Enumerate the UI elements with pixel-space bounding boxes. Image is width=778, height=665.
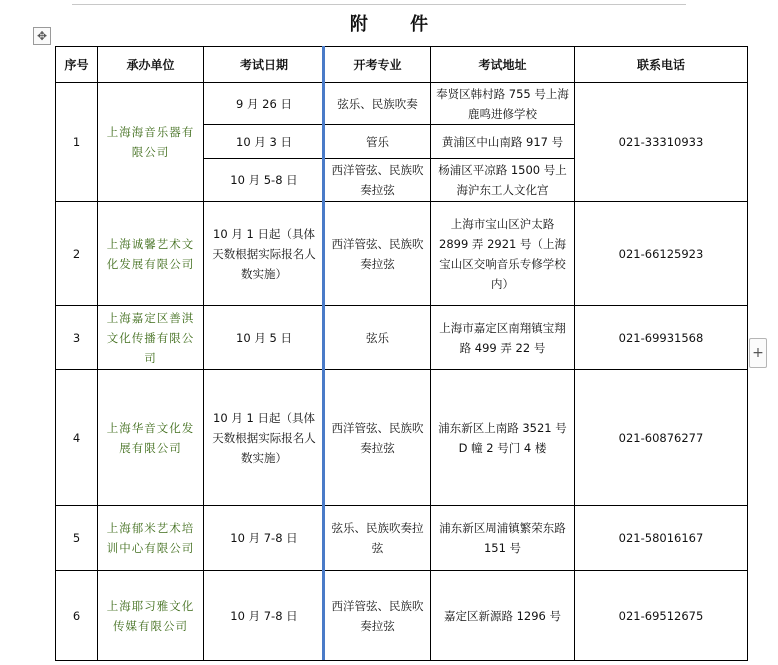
plus-icon: + [752,345,764,361]
cell-phone[interactable]: 021-60876277 [575,370,748,506]
cell-org[interactable]: 上海诚馨艺术文化发展有限公司 [98,202,204,306]
table-row [56,202,748,306]
cell-date[interactable]: 10 月 3 日 [204,125,325,159]
table-row [56,506,748,571]
cell-addr[interactable]: 奉贤区韩村路 755 号上海鹿鸣进修学校 [431,83,575,125]
cell-major[interactable]: 西洋管弦、民族吹奏拉弦 [325,571,431,661]
cell-seq[interactable]: 3 [56,306,98,370]
cell-date[interactable]: 10 月 7-8 日 [204,571,325,661]
page-title: 附 件 [349,14,447,35]
cell-phone[interactable]: 021-58016167 [575,506,748,571]
header-phone: 联系电话 [575,47,748,83]
cell-org[interactable]: 上海郁米艺术培训中心有限公司 [98,506,204,571]
cell-phone[interactable]: 021-66125923 [575,202,748,306]
cell-addr[interactable]: 浦东新区上南路 3521 号 D 幢 2 号门 4 楼 [431,370,575,506]
cell-addr[interactable]: 杨浦区平凉路 1500 号上海沪东工人文化宫 [431,159,575,202]
cell-major[interactable]: 西洋管弦、民族吹奏拉弦 [325,202,431,306]
header-seq: 序号 [56,47,98,83]
cell-phone[interactable]: 021-33310933 [575,83,748,202]
header-addr: 考试地址 [431,47,575,83]
cell-addr[interactable]: 上海市嘉定区南翔镇宝翔路 499 弄 22 号 [431,306,575,370]
add-column-handle[interactable] [749,338,767,368]
table-row [56,370,748,506]
cell-addr[interactable]: 上海市宝山区沪太路 2899 弄 2921 号（上海宝山区交响音乐专修学校内） [431,202,575,306]
cell-major[interactable]: 西洋管弦、民族吹奏拉弦 [325,370,431,506]
cell-org[interactable]: 上海嘉定区善淇文化传播有限公司 [98,306,204,370]
cell-major[interactable]: 弦乐 [325,306,431,370]
page-top-rule [72,4,686,5]
header-major: 开考专业 [325,47,431,83]
cell-major[interactable]: 弦乐、民族吹奏 [325,83,431,125]
cell-seq[interactable]: 6 [56,571,98,661]
cell-seq[interactable]: 5 [56,506,98,571]
cell-phone[interactable]: 021-69512675 [575,571,748,661]
cell-date[interactable]: 10 月 1 日起（具体天数根据实际报名人数实施） [204,370,325,506]
cell-addr[interactable]: 黄浦区中山南路 917 号 [431,125,575,159]
cell-addr[interactable]: 嘉定区新源路 1296 号 [431,571,575,661]
header-date: 考试日期 [204,47,325,83]
cell-major[interactable]: 弦乐、民族吹奏拉弦 [325,506,431,571]
cell-date[interactable]: 10 月 5 日 [204,306,325,370]
cell-date[interactable]: 10 月 7-8 日 [204,506,325,571]
cell-seq[interactable]: 4 [56,370,98,506]
cell-date[interactable]: 10 月 5-8 日 [204,159,325,202]
cell-org[interactable]: 上海华音文化发展有限公司 [98,370,204,506]
move-arrows-icon: ✥ [36,29,48,43]
cell-org[interactable]: 上海海音乐器有限公司 [98,83,204,202]
table-header-row [56,47,748,83]
column-selection-line[interactable] [322,46,325,660]
cell-addr[interactable]: 浦东新区周浦镇繁荣东路 151 号 [431,506,575,571]
cell-seq[interactable]: 1 [56,83,98,202]
cell-phone[interactable]: 021-69931568 [575,306,748,370]
cell-date[interactable]: 9 月 26 日 [204,83,325,125]
exam-table [55,46,748,661]
cell-major[interactable]: 管乐 [325,125,431,159]
table-row [56,306,748,370]
header-org: 承办单位 [98,47,204,83]
cell-org[interactable]: 上海耶习雅文化传媒有限公司 [98,571,204,661]
cell-seq[interactable]: 2 [56,202,98,306]
cell-major[interactable]: 西洋管弦、民族吹奏拉弦 [325,159,431,202]
table-row [56,83,748,125]
table-row [56,571,748,661]
cell-date[interactable]: 10 月 1 日起（具体天数根据实际报名人数实施） [204,202,325,306]
